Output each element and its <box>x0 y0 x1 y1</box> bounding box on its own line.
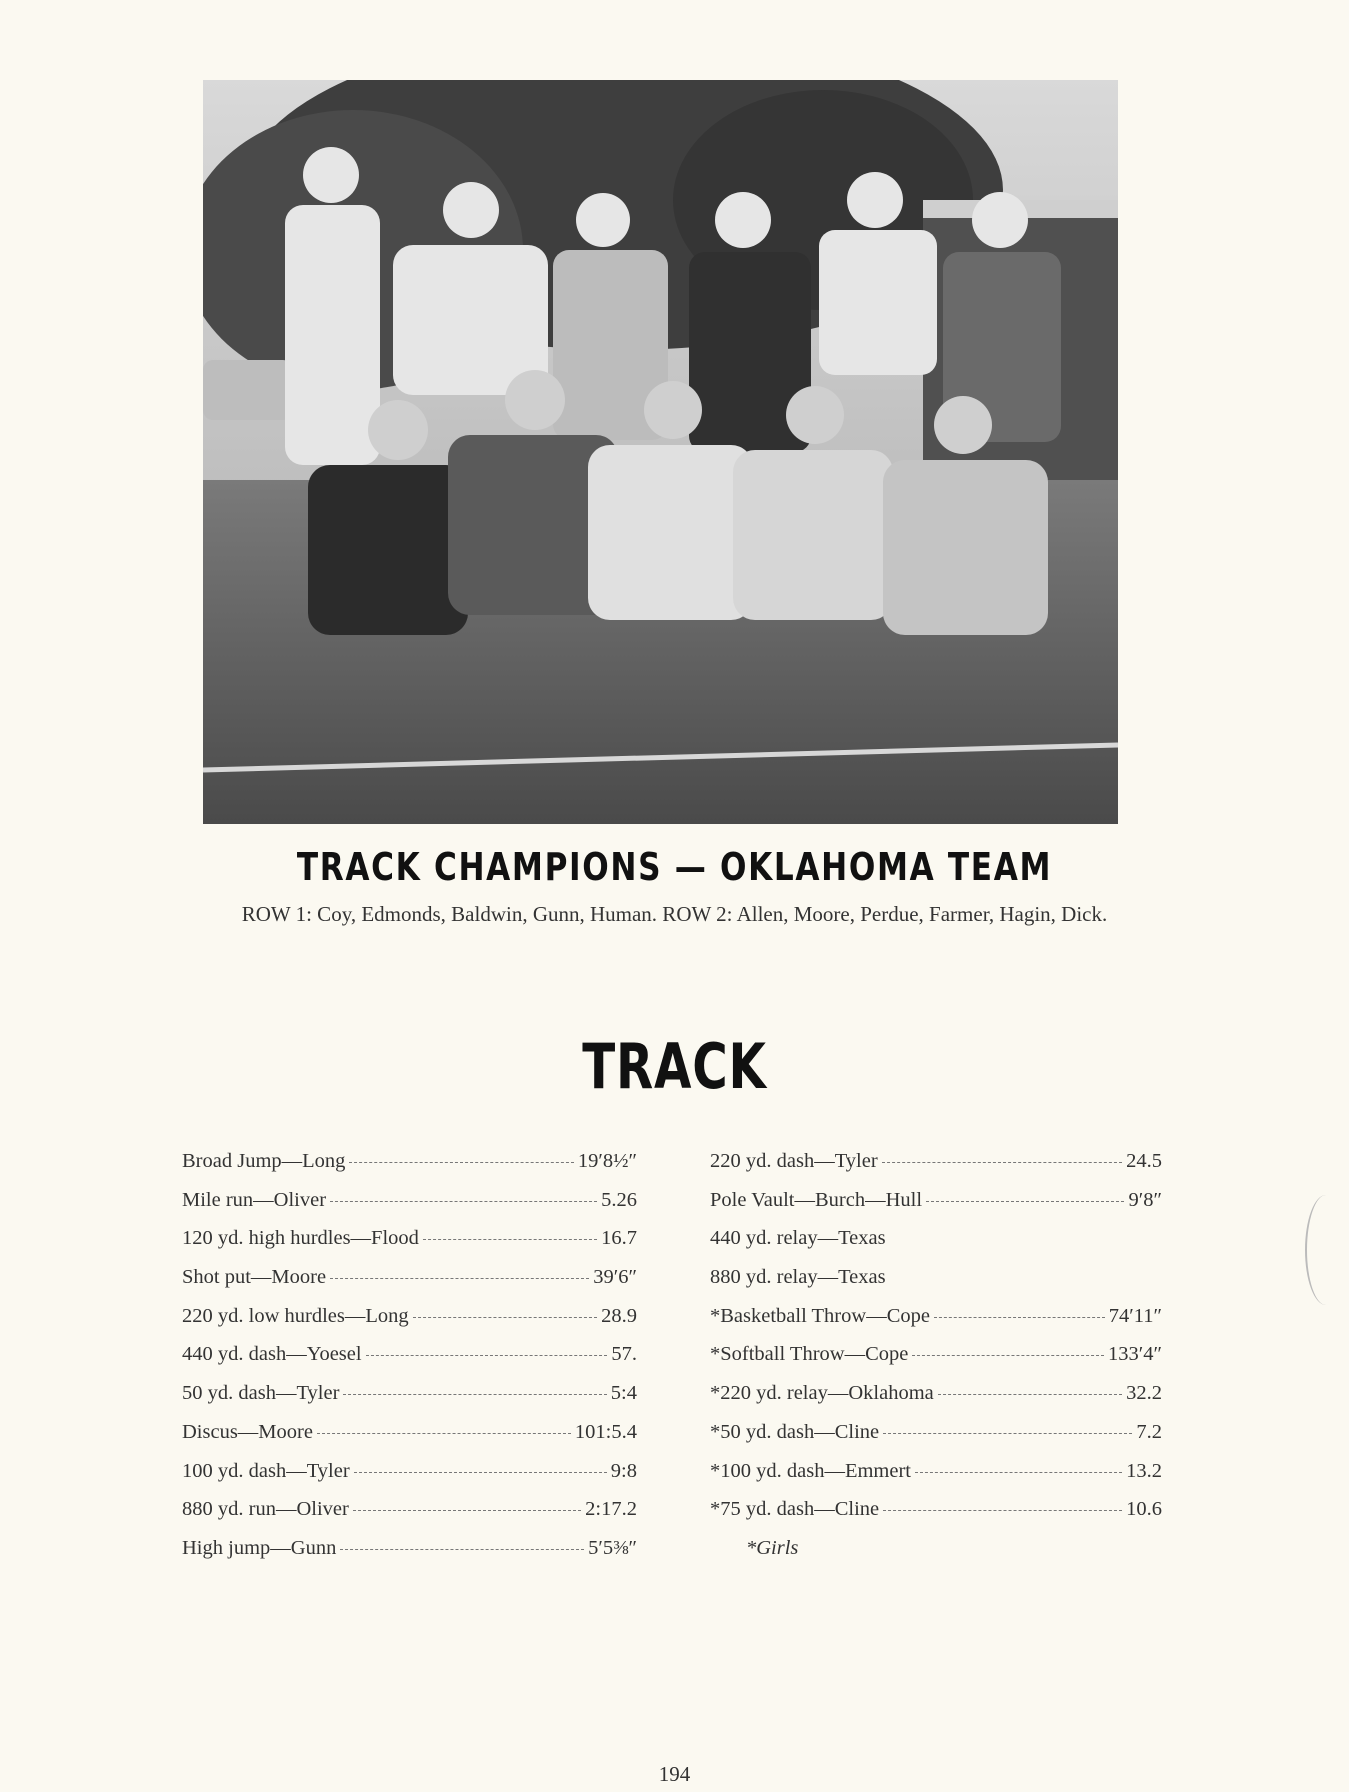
event-label: 220 yd. low hurdles—Long <box>182 1304 409 1327</box>
leader-dots <box>912 1355 1104 1356</box>
event-label: High jump—Gunn <box>182 1536 337 1559</box>
section-title: TRACK <box>582 1030 767 1103</box>
left-events-column <box>182 1150 637 1576</box>
event-row <box>182 1266 637 1305</box>
event-label: Discus—Moore <box>182 1420 313 1443</box>
event-value: 5.26 <box>601 1188 637 1211</box>
event-row <box>182 1460 637 1499</box>
event-label: 120 yd. high hurdles—Flood <box>182 1227 419 1250</box>
event-value: 10.6 <box>1126 1498 1162 1521</box>
leader-dots <box>343 1394 606 1395</box>
page-number: 194 <box>658 1762 691 1786</box>
leader-dots <box>353 1510 581 1511</box>
event-row <box>710 1498 1162 1537</box>
leader-dots <box>938 1394 1122 1395</box>
event-label: *100 yd. dash—Emmert <box>710 1459 911 1482</box>
event-row <box>182 1150 637 1189</box>
event-row <box>710 1227 1162 1266</box>
event-value: 101:5.4 <box>574 1420 637 1443</box>
event-label: 50 yd. dash—Tyler <box>182 1382 340 1405</box>
leader-dots <box>413 1317 598 1318</box>
event-value: 32.2 <box>1126 1382 1162 1405</box>
event-row <box>182 1421 637 1460</box>
event-row <box>710 1421 1162 1460</box>
event-label: Broad Jump—Long <box>182 1150 346 1172</box>
event-value: 9′8″ <box>1128 1188 1162 1211</box>
leader-dots <box>330 1201 597 1202</box>
event-row <box>182 1537 637 1576</box>
event-value: 57. <box>611 1343 637 1366</box>
team-photo <box>203 80 1118 824</box>
leader-dots <box>349 1162 573 1163</box>
event-label: 100 yd. dash—Tyler <box>182 1459 350 1482</box>
event-label: *Basketball Throw—Cope <box>710 1304 930 1327</box>
event-row <box>710 1189 1162 1228</box>
event-label: 880 yd. run—Oliver <box>182 1498 349 1521</box>
event-label: Pole Vault—Burch—Hull <box>710 1188 923 1211</box>
event-value: 28.9 <box>601 1304 637 1327</box>
leader-dots <box>882 1162 1122 1163</box>
event-value: 19′8½″ <box>577 1150 637 1172</box>
event-value: 7.2 <box>1136 1420 1162 1443</box>
event-label: Shot put—Moore <box>182 1266 327 1289</box>
event-value: 5:4 <box>610 1382 637 1405</box>
event-label: 220 yd. dash—Tyler <box>710 1150 878 1172</box>
leader-dots <box>926 1201 1124 1202</box>
event-label: *220 yd. relay—Oklahoma <box>710 1382 934 1405</box>
event-row <box>710 1460 1162 1499</box>
leader-dots <box>934 1317 1105 1318</box>
event-label: *Softball Throw—Cope <box>710 1343 909 1366</box>
right-events-column <box>710 1150 1162 1576</box>
leader-dots <box>423 1239 597 1240</box>
event-value: 24.5 <box>1126 1150 1162 1172</box>
event-label: *50 yd. dash—Cline <box>710 1420 880 1443</box>
leader-dots <box>340 1549 584 1550</box>
event-row <box>182 1343 637 1382</box>
girls-footnote: *Girls <box>746 1536 799 1559</box>
event-value: 39′6″ <box>593 1266 637 1289</box>
photo-caption-rows: ROW 1: Coy, Edmonds, Baldwin, Gunn, Human. ROW 2: Allen, Moore, Perdue, Farmer, Hagin, Dick. <box>241 902 1108 926</box>
event-row <box>182 1227 637 1266</box>
event-row <box>182 1382 637 1421</box>
leader-dots <box>366 1355 608 1356</box>
event-row <box>182 1498 637 1537</box>
leader-dots <box>883 1433 1132 1434</box>
event-row <box>710 1305 1162 1344</box>
event-label: 880 yd. relay—Texas <box>710 1266 886 1289</box>
event-row <box>710 1266 1162 1305</box>
leader-dots <box>883 1510 1122 1511</box>
event-value: 16.7 <box>601 1227 637 1250</box>
event-value: 133′4″ <box>1107 1343 1162 1366</box>
event-row <box>710 1150 1162 1189</box>
event-label: 440 yd. dash—Yoesel <box>182 1343 362 1366</box>
event-label: Mile run—Oliver <box>182 1188 327 1211</box>
event-value: 9:8 <box>610 1459 637 1482</box>
team-photo-illustration <box>203 80 1118 824</box>
event-label: *75 yd. dash—Cline <box>710 1498 880 1521</box>
event-row <box>710 1343 1162 1382</box>
event-row <box>182 1305 637 1344</box>
event-label: 440 yd. relay—Texas <box>710 1227 886 1250</box>
event-row <box>710 1382 1162 1421</box>
leader-dots <box>915 1472 1122 1473</box>
event-value: 2:17.2 <box>585 1498 637 1521</box>
event-value: 5′5⅜″ <box>588 1536 637 1559</box>
leader-dots <box>330 1278 589 1279</box>
event-value: 74′11″ <box>1108 1304 1162 1327</box>
leader-dots <box>354 1472 607 1473</box>
photo-caption-title: TRACK CHAMPIONS — OKLAHOMA TEAM <box>296 845 1053 889</box>
page-edge-mark <box>1305 1195 1347 1305</box>
event-row <box>182 1189 637 1228</box>
event-value: 13.2 <box>1126 1459 1162 1482</box>
leader-dots <box>317 1433 571 1434</box>
